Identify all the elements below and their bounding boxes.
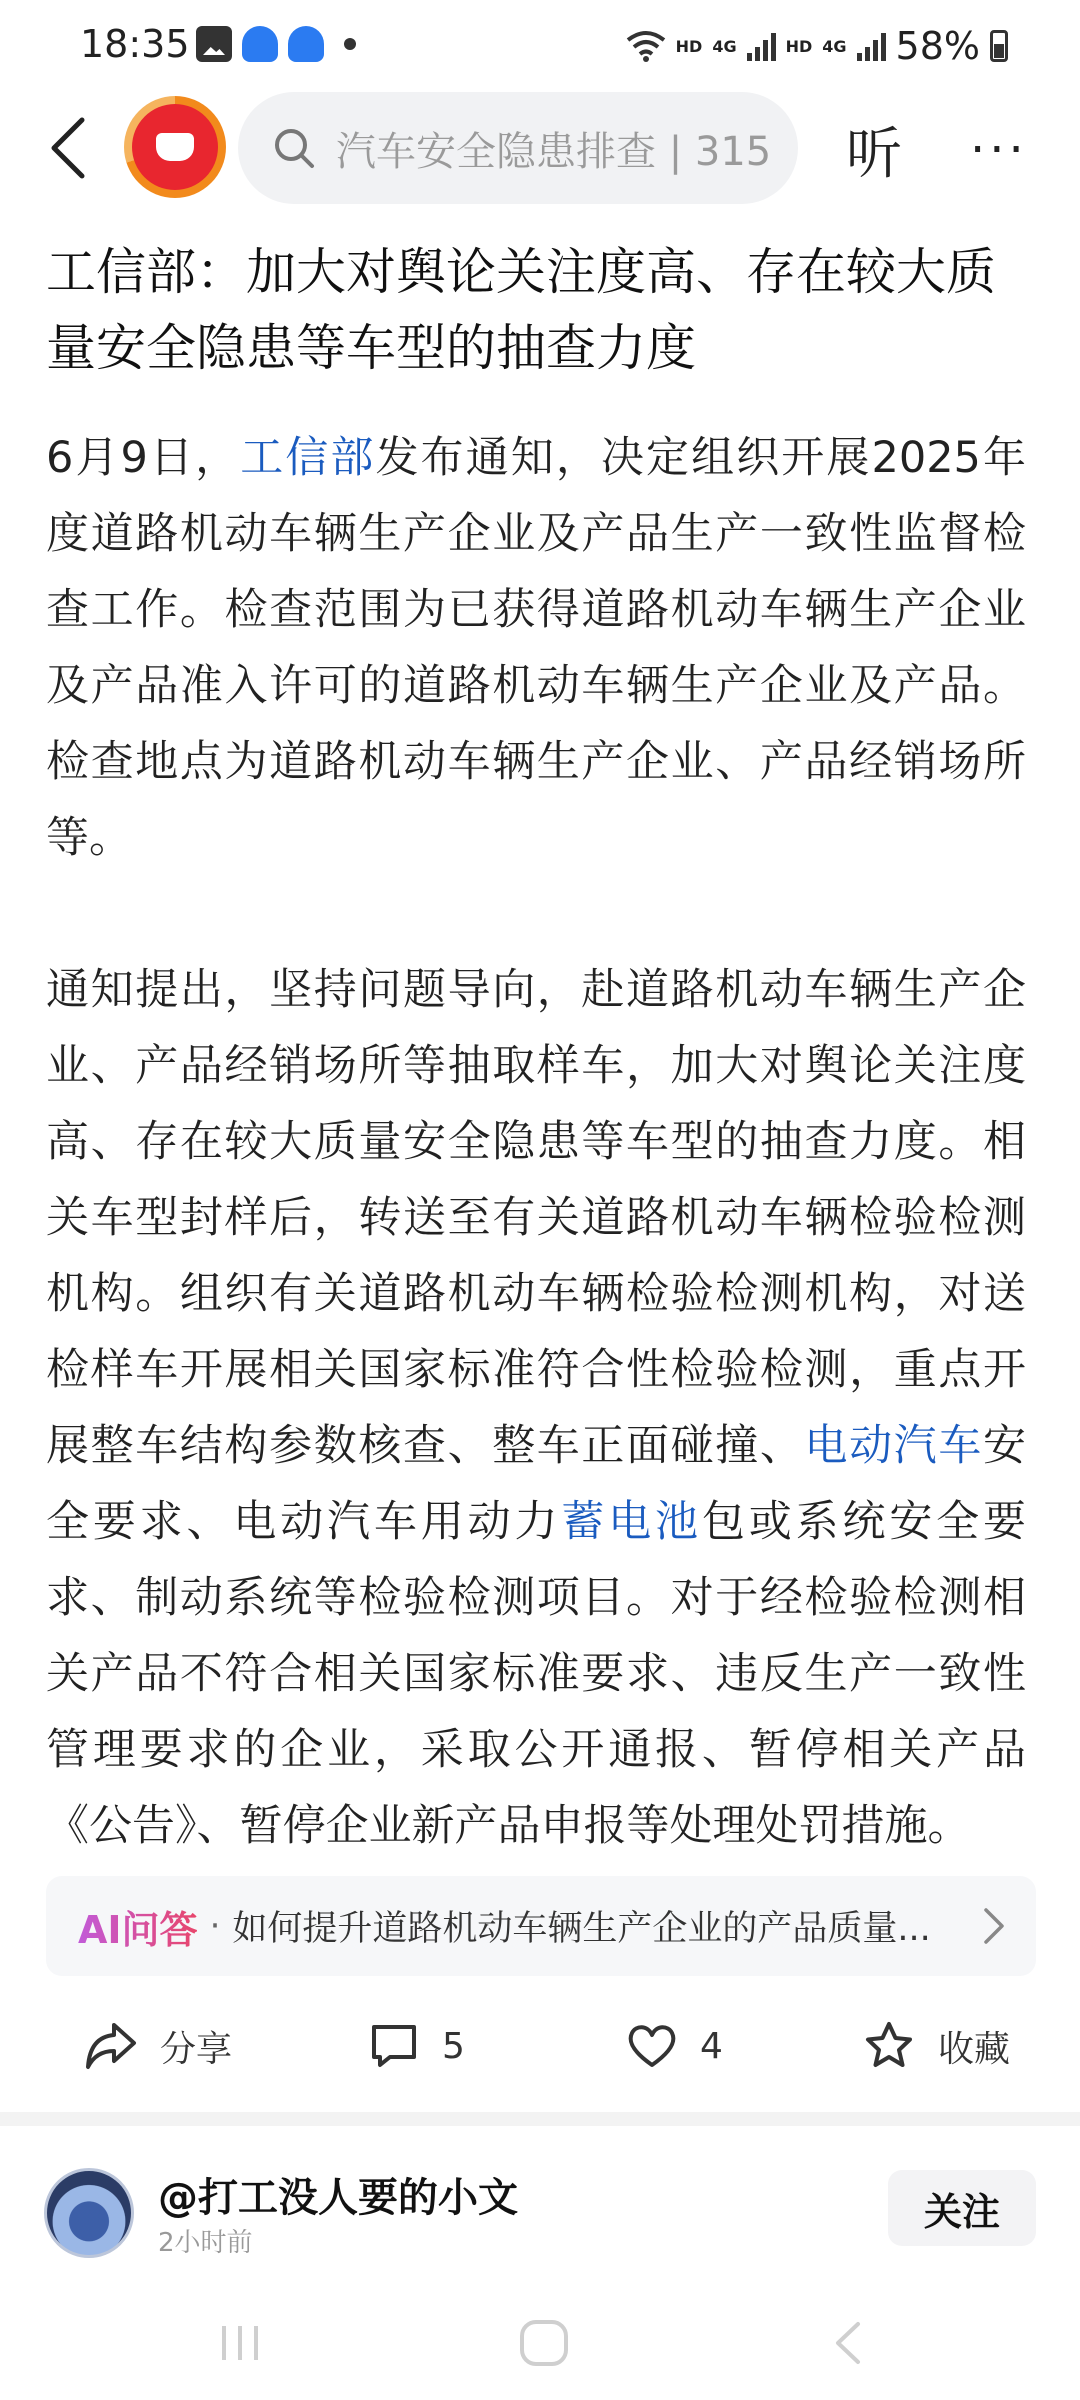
hd-label-2: HD xyxy=(785,36,813,56)
notification-icons xyxy=(196,26,356,62)
chevron-left-icon xyxy=(48,116,88,180)
wifi-icon xyxy=(626,30,666,62)
follow-button[interactable]: 关注 xyxy=(888,2170,1036,2246)
back-button[interactable] xyxy=(38,110,98,186)
article-title: 工信部：加大对舆论关注度高、存在较大质量安全隐患等车型的抽查力度 xyxy=(46,243,996,377)
hd-label-1: HD xyxy=(675,36,703,56)
top-navigation xyxy=(0,92,1080,204)
system-nav-bar xyxy=(0,2290,1080,2400)
post-time: 2小时前 xyxy=(158,2228,253,2258)
app-logo-mark xyxy=(132,104,218,190)
share-icon xyxy=(84,2021,138,2071)
share-button[interactable] xyxy=(84,2008,232,2084)
battery-percent: 58% xyxy=(895,24,980,68)
ai-separator: · xyxy=(209,1906,221,1946)
favorite-label: 收藏 xyxy=(938,2028,1011,2070)
system-indicators xyxy=(626,24,1008,68)
action-bar xyxy=(0,2008,1080,2084)
link-electric-vehicle[interactable]: 电动汽车 xyxy=(804,1421,984,1471)
ai-qa-label: AI问答 xyxy=(78,1899,198,1954)
link-battery[interactable]: 蓄电池 xyxy=(561,1497,702,1547)
section-divider xyxy=(0,2112,1080,2126)
comment-count: 5 xyxy=(442,2025,465,2067)
author-name[interactable]: @打工没人要的小文 xyxy=(158,2175,518,2221)
star-icon xyxy=(862,2020,916,2072)
network-label-2: 4G xyxy=(822,36,847,56)
recent-apps-icon[interactable] xyxy=(216,2318,266,2368)
link-miit[interactable]: 工信部 xyxy=(240,433,376,483)
gallery-notification-icon xyxy=(196,26,232,62)
author-bar xyxy=(0,2160,1080,2270)
share-label: 分享 xyxy=(160,2028,233,2070)
cloud-notification-icon xyxy=(242,26,278,62)
home-icon[interactable] xyxy=(516,2318,572,2368)
article-paragraph-2: 通知提出，坚持问题导向，赴道路机动车辆生产企业、产品经销场所等抽取样车，加大对舆论关注度高、存在较大质量安全隐患等车型的抽查力度。相关车型封样后，转送至有关道路机动车辆检验检测机构。组织有关道路机动车辆检验检测机构，对送检样车开展相关国家标准符合性检验检测，重点开展整车结构参数核查、整车正面碰撞、电动汽车安全要求、电动汽车用动力蓄电池包或系统安全要求、制动系统等检验检测项目。对于经检验检测相关产品不符合相关国家标准要求、违反生产一致性管理要求的企业，采取公开通报、暂停相关产品《公告》、暂停企业新产品申报等处理处罚措施。 xyxy=(46,965,1027,1851)
signal-icon-2 xyxy=(857,31,886,61)
listen-button[interactable]: 听 xyxy=(846,122,902,187)
back-nav-icon[interactable] xyxy=(828,2318,868,2368)
ai-question-card[interactable] xyxy=(46,1876,1036,1976)
chevron-right-icon xyxy=(982,1906,1006,1946)
status-time: 18:35 xyxy=(80,22,190,66)
search-query-text: 汽车安全隐患排查 | 315 xyxy=(336,128,772,175)
app-logo[interactable] xyxy=(124,96,226,198)
favorite-button[interactable] xyxy=(862,2008,1010,2084)
status-bar xyxy=(0,0,1080,92)
battery-icon xyxy=(990,30,1008,62)
signal-icon-1 xyxy=(747,31,776,61)
search-icon xyxy=(272,126,316,170)
like-button[interactable] xyxy=(626,2008,723,2084)
more-notifications-dot-icon xyxy=(344,38,356,50)
comment-icon xyxy=(368,2021,420,2071)
article-paragraph-1: 6月9日，工信部发布通知，决定组织开展2025年度道路机动车辆生产企业及产品生产一致性监督检查工作。检查范围为已获得道路机动车辆生产企业及产品准入许可的道路机动车辆生产企业及产品。检查地点为道路机动车辆生产企业、产品经销场所等。 xyxy=(46,433,1027,863)
ai-question-text: 如何提升道路机动车辆生产企业的产品质量... xyxy=(232,1909,931,1949)
heart-icon xyxy=(626,2021,678,2071)
like-count: 4 xyxy=(700,2025,723,2067)
cloud-notification-icon-2 xyxy=(288,26,324,62)
more-options-button[interactable]: ··· xyxy=(970,122,1028,178)
comment-button[interactable] xyxy=(368,2008,465,2084)
article-body xyxy=(46,420,1026,1940)
search-input[interactable] xyxy=(238,92,798,204)
avatar[interactable] xyxy=(44,2168,134,2258)
network-label-1: 4G xyxy=(712,36,737,56)
